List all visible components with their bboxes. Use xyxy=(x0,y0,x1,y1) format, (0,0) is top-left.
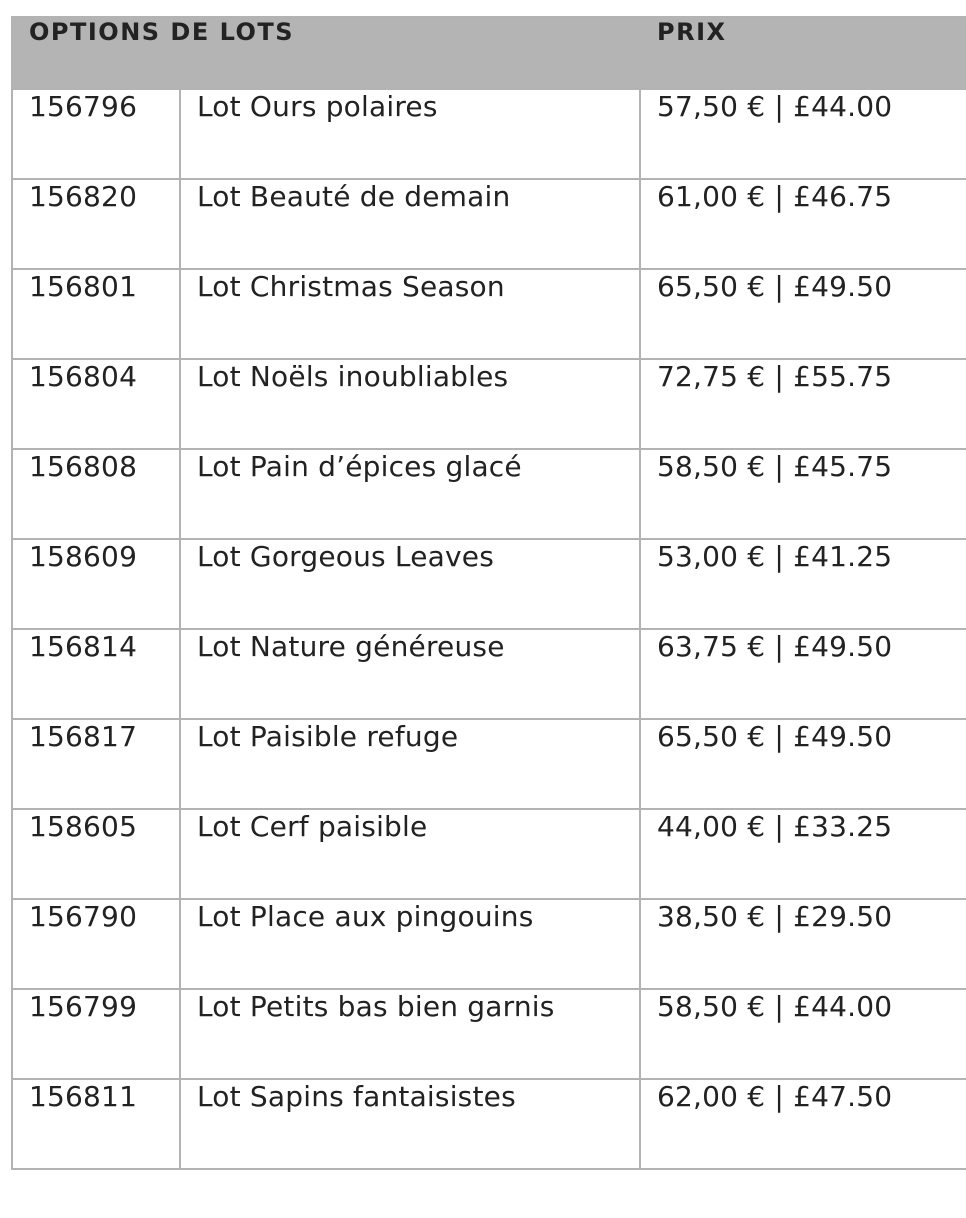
table-row xyxy=(12,449,966,539)
lot-name: Lot Petits bas bien garnis xyxy=(180,989,640,1079)
lot-price: 61,00 € | £46.75 xyxy=(640,179,966,269)
lot-name: Lot Sapins fantaisistes xyxy=(180,1079,640,1169)
lot-name: Lot Gorgeous Leaves xyxy=(180,539,640,629)
table-row xyxy=(12,989,966,1079)
lot-code: 156808 xyxy=(12,449,180,539)
lot-price: 53,00 € | £41.25 xyxy=(640,539,966,629)
table-row xyxy=(12,1079,966,1169)
lot-code: 156796 xyxy=(12,89,180,179)
lot-name: Lot Nature généreuse xyxy=(180,629,640,719)
lot-name: Lot Pain d’épices glacé xyxy=(180,449,640,539)
lot-code: 156817 xyxy=(12,719,180,809)
lot-code: 156799 xyxy=(12,989,180,1079)
table-row xyxy=(12,629,966,719)
lot-code: 156814 xyxy=(12,629,180,719)
table-row xyxy=(12,809,966,899)
lot-name: Lot Noëls inoubliables xyxy=(180,359,640,449)
lot-code: 156811 xyxy=(12,1079,180,1169)
lot-code: 156790 xyxy=(12,899,180,989)
lot-code: 158605 xyxy=(12,809,180,899)
header-options: OPTIONS DE LOTS xyxy=(12,17,640,89)
lot-price: 72,75 € | £55.75 xyxy=(640,359,966,449)
lot-code: 156801 xyxy=(12,269,180,359)
table-row xyxy=(12,539,966,629)
lot-price: 57,50 € | £44.00 xyxy=(640,89,966,179)
table-row xyxy=(12,899,966,989)
table-row xyxy=(12,179,966,269)
lot-price: 38,50 € | £29.50 xyxy=(640,899,966,989)
lot-name: Lot Christmas Season xyxy=(180,269,640,359)
lot-name: Lot Paisible refuge xyxy=(180,719,640,809)
header-price: PRIX xyxy=(640,17,966,89)
lot-name: Lot Place aux pingouins xyxy=(180,899,640,989)
lot-name: Lot Beauté de demain xyxy=(180,179,640,269)
lot-price: 58,50 € | £44.00 xyxy=(640,989,966,1079)
lot-name: Lot Ours polaires xyxy=(180,89,640,179)
lot-price: 58,50 € | £45.75 xyxy=(640,449,966,539)
table-row xyxy=(12,359,966,449)
table-header-row xyxy=(12,17,966,89)
lot-name: Lot Cerf paisible xyxy=(180,809,640,899)
table-row xyxy=(12,269,966,359)
table-body xyxy=(12,89,966,1169)
lot-code: 156804 xyxy=(12,359,180,449)
lot-price: 44,00 € | £33.25 xyxy=(640,809,966,899)
lot-price: 65,50 € | £49.50 xyxy=(640,269,966,359)
lot-code: 158609 xyxy=(12,539,180,629)
lot-price: 65,50 € | £49.50 xyxy=(640,719,966,809)
lot-options-table xyxy=(11,16,966,1170)
lot-price: 63,75 € | £49.50 xyxy=(640,629,966,719)
lot-code: 156820 xyxy=(12,179,180,269)
table-row xyxy=(12,719,966,809)
table-row xyxy=(12,89,966,179)
lot-price: 62,00 € | £47.50 xyxy=(640,1079,966,1169)
